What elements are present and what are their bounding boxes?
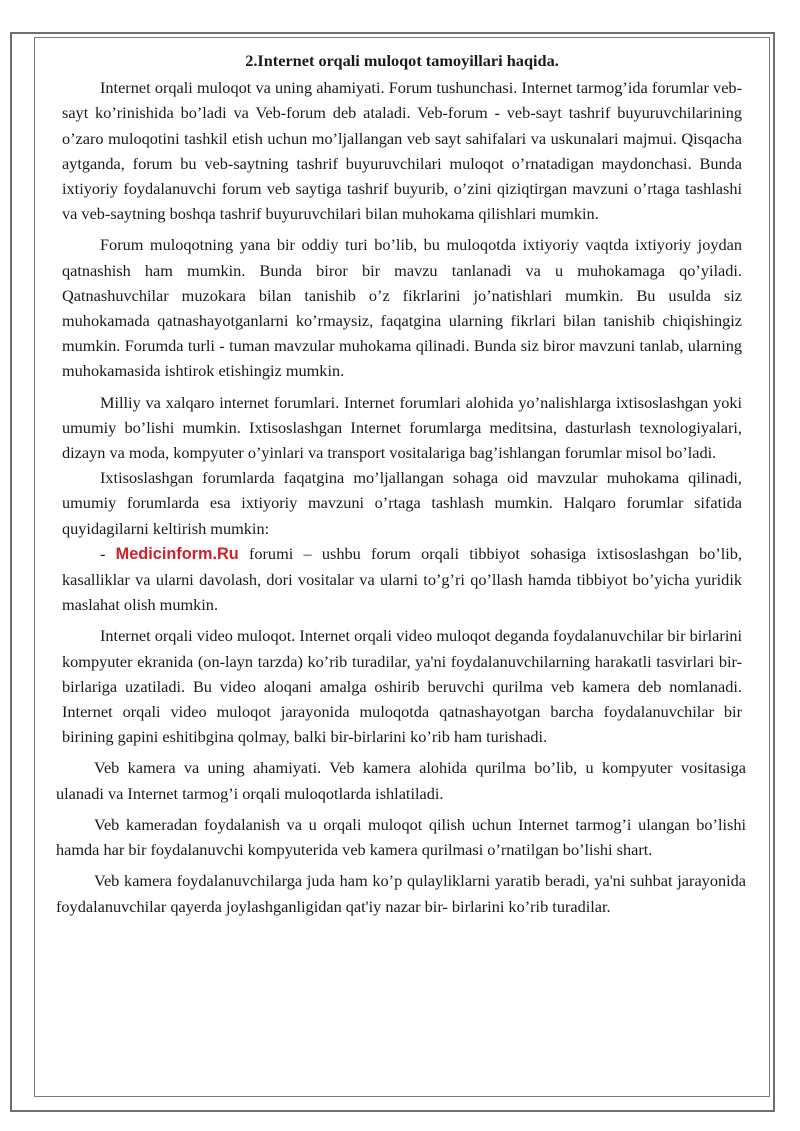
list-dash: - (100, 543, 116, 563)
paragraph-video-chat: Internet orqali video muloqot. Internet orqali video muloqot deganda foydalanuvchilar bir birlarini kompyuter ekranida (on-layn tarzda) ko’rib turadilar, ya'ni foydalanuvchilarning harakatli tasvirlari bir- birlariga uzatiladi. Bu video aloqani amalga oshirib beruvchi qurilma veb kamera deb nomlanadi. Internet orqali video muloqot jarayonida muloqotda qatnashayotgan barcha foydalanuvchilar bir birining gapini eshitibgina qolmay, balki bir-birlarini ko’rib ham turishadi. (62, 626, 743, 747)
paragraph-forum-type: Forum muloqotning yana bir oddiy turi bo’lib, bu muloqotda ixtiyoriy vaqtda ixtiyoriy joydan qatnashish ham mumkin. Bunda biror bir mavzu tanlanadi va u muhokamaga qo’yiladi. Qatnashuvchilar muzokara bilan tanishib o’z fikrlarini jo’natishlari mumkin. Bu usulda siz muhokamada qatnashayotganlarni ko’rmaysiz, faqatgina ularning fikrlari bilan tanishib chiqishingiz mumkin. Forumda turli - tuman mavzular muhokama qilinadi. Bunda siz biror mavzuni tanlab, ularning muhokamasida ishtirok etishingiz mumkin. (62, 235, 742, 381)
document-body (56, 48, 746, 919)
paragraph-forum-intro: Internet orqali muloqot va uning ahamiyati. Forum tushunchasi. Internet tarmog’ida forumlar veb-sayt ko’rinishida bo’ladi va Veb-forum deb ataladi. Veb-forum - veb-sayt tashrif buyuruvchilarining o’zaro muloqotini tashkil etish uchun mo’ljallangan veb sayt sahifalari va uskunalari majmui. Qisqacha aytganda, forum bu veb-saytning tashrif buyuruvchilari muloqot o’rnatadigan maydonchasi. Bunda ixtiyoriy foydalanuvchi forum veb saytiga tashrif buyurib, o’zini qiziqtirgan mavzuni o’rtaga tashlashi va veb-saytning boshqa tashrif buyuruvchilari bilan muhokama qilishlari mumkin. (62, 78, 742, 224)
paragraph-webcam-requirements: Veb kameradan foydalanish va u orqali muloqot qilish uchun Internet tarmog’i ulangan bo’lishi hamda har bir foydalanuvchi kompyuterida veb kamera qurilmasi o’rnatilgan bo’lishi shart. (56, 814, 746, 860)
webcam-section (56, 755, 746, 918)
paragraph-specialized-forums: Ixtisoslashgan forumlarda faqatgina mo’ljallangan sohaga oid mavzular muhokama qilinadi, umumiy forumlarda esa ixtiyoriy mavzuni o’rtaga tashlash mumkin. Halqaro forumlar sifatida quyidagilarni keltirish mumkin: (62, 468, 742, 538)
paragraph-national-forums: Milliy va xalqaro internet forumlari. Internet forumlari alohida yo’nalishlarga ixtisoslashgan yoki umumiy bo’lishi mumkin. Ixtisoslashgan Internet forumlarga meditsina, dasturlash texnologiyalari, dizayn va moda, kompyuter o’yinlari va transport vositalariga bag’ishlangan forumlar misol bo’ladi. (62, 392, 742, 463)
forum-example-item (62, 541, 742, 618)
forum-example-text: forumi – ushbu forum orqali tibbiyot sohasiga ixtisoslashgan bo’lib, kasalliklar va ularni davolash, dori vositalar va ularni to’g’ri qo’llash hamda tibbiyot bo’yicha yuridik maslahat olish mumkin. (62, 543, 742, 615)
section-title: 2.Internet orqali muloqot tamoyillari haqida. (245, 51, 559, 70)
paragraph-webcam-intro: Veb kamera va uning ahamiyati. Veb kamera alohida qurilma bo’lib, u kompyuter vositasiga ulanadi va Internet tarmog’i orqali muloqotlarda ishlatiladi. (56, 758, 746, 803)
paragraph-webcam-benefits: Veb kamera foydalanuvchilarga juda ham ko’p qulayliklarni yaratib beradi, ya'ni suhbat jarayonida foydalanuvchilar qayerda joylashganligidan qat'iy nazar bir- birlarini ko’rib turadilar. (56, 871, 746, 916)
medicinform-link[interactable]: Medicinform.Ru (115, 544, 239, 563)
